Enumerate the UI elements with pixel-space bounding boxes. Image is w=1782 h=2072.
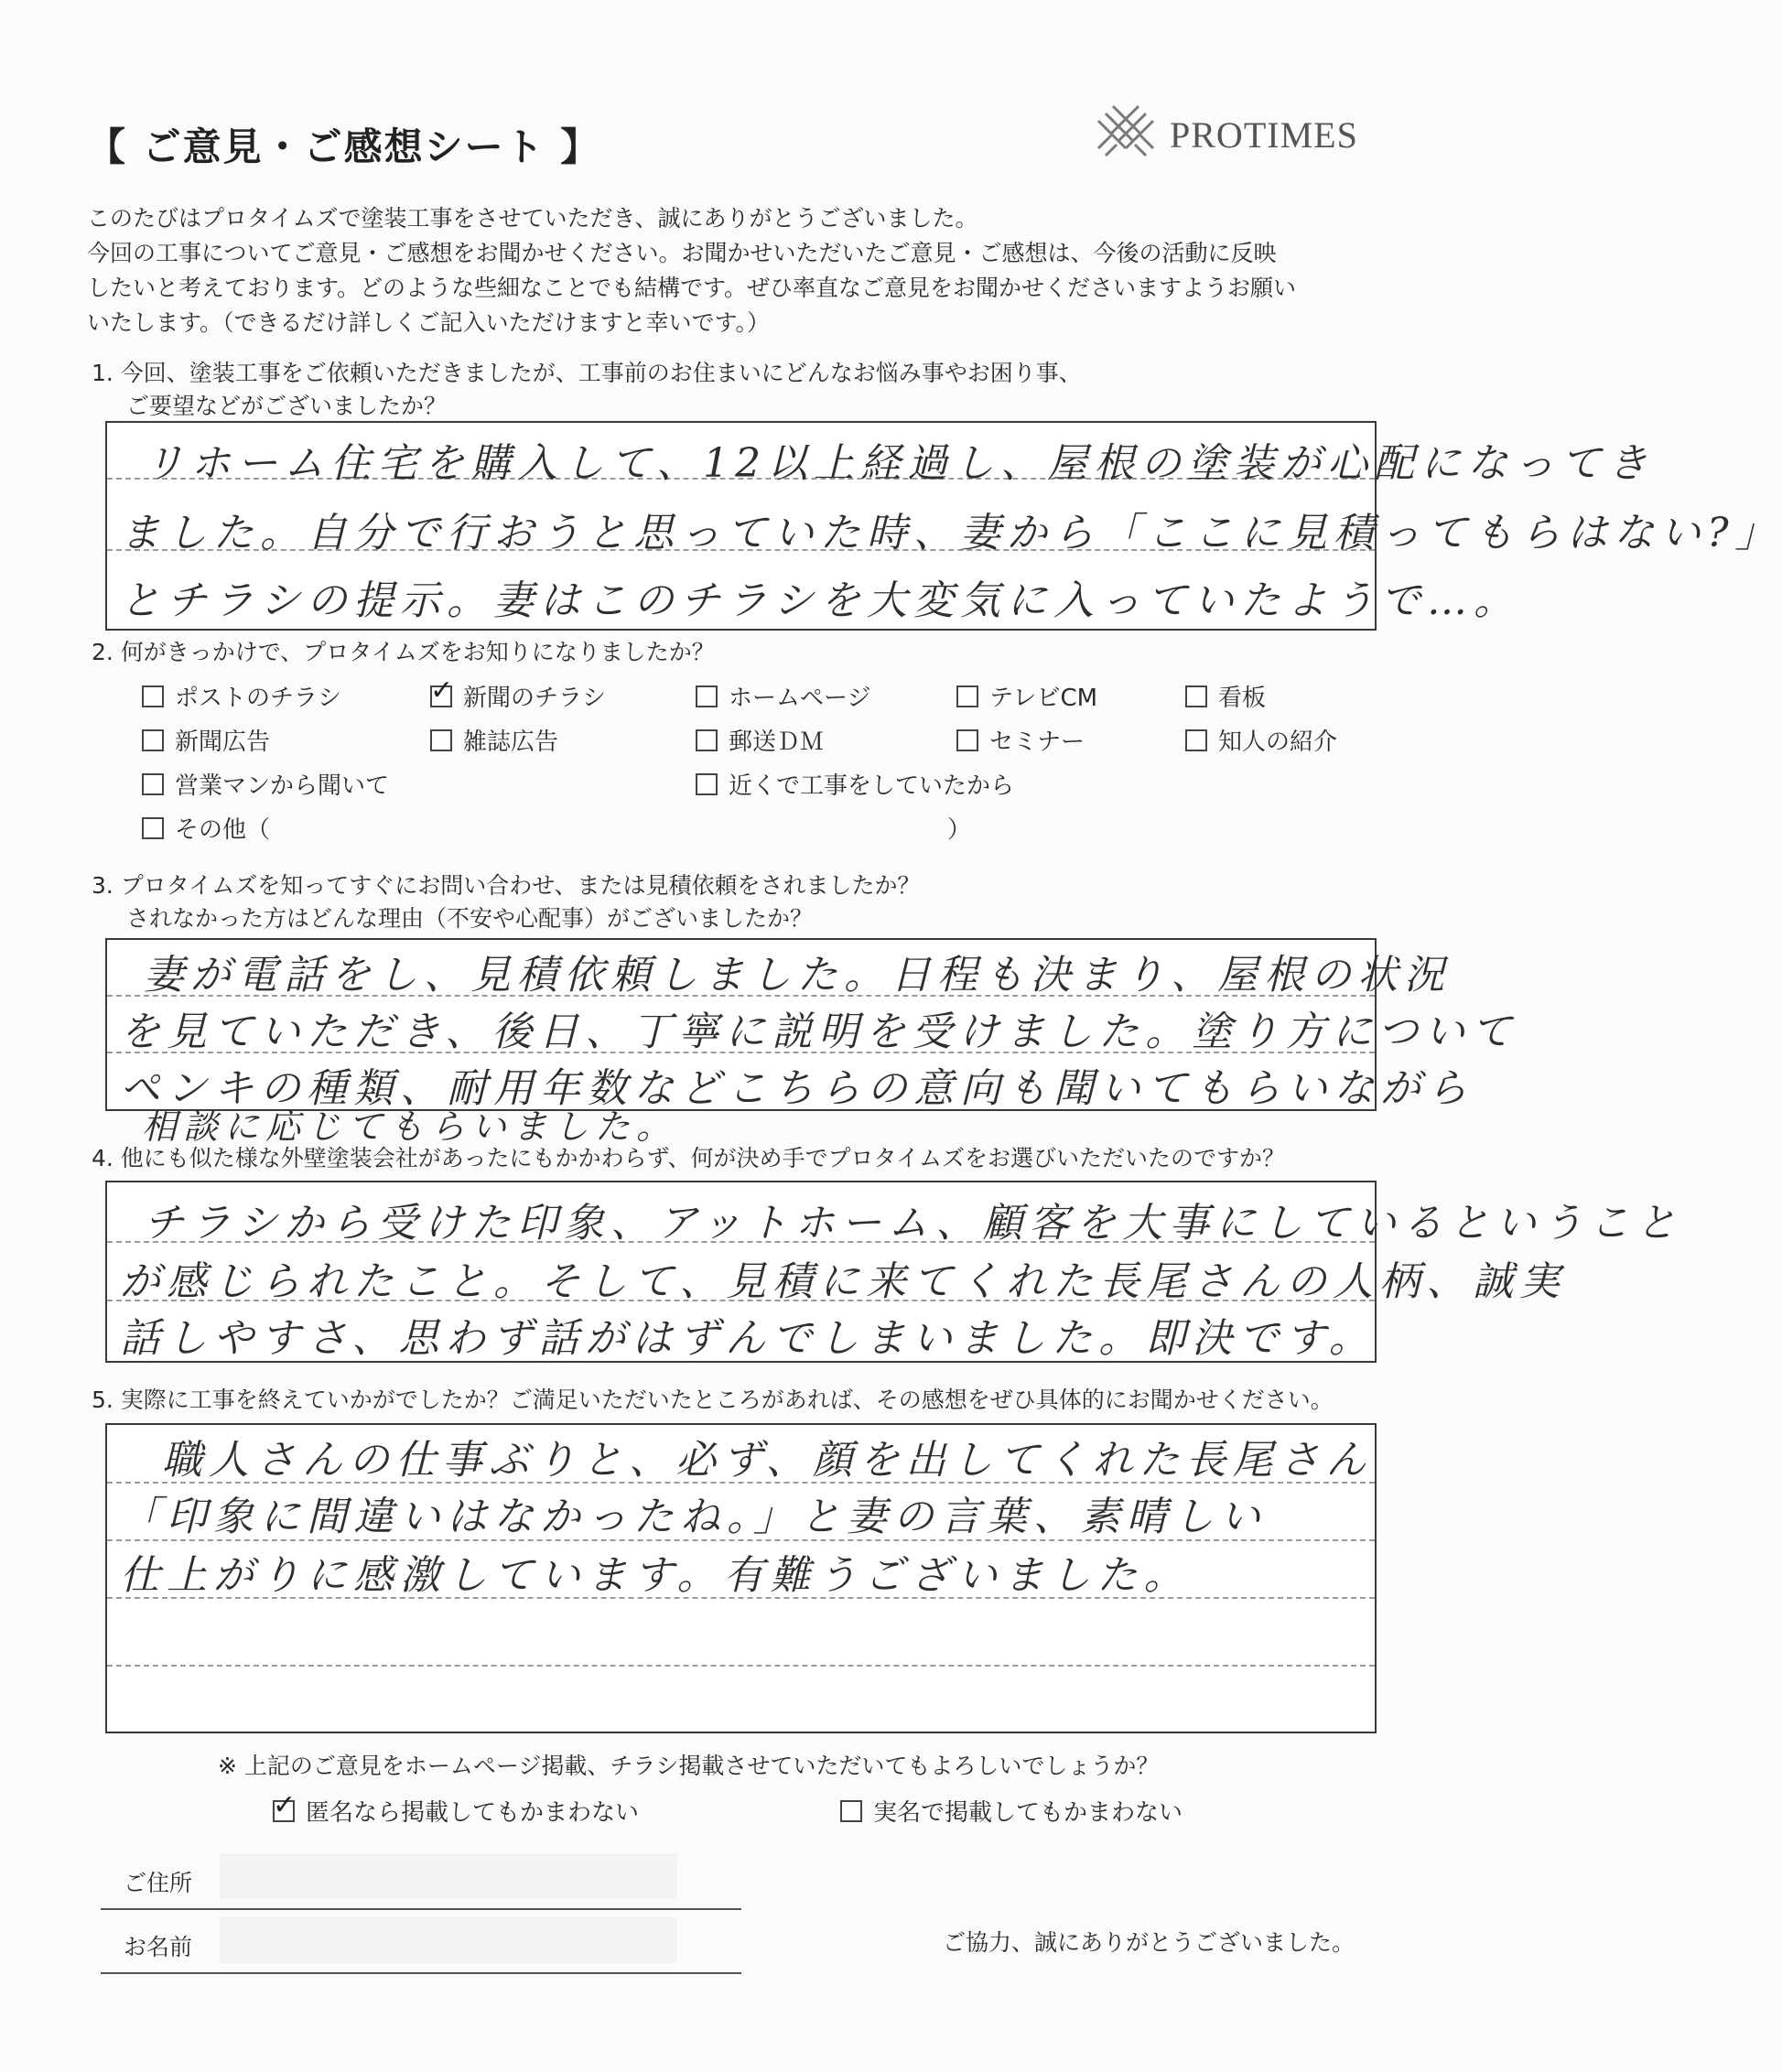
option-newspaper-flyer[interactable]	[430, 679, 606, 713]
checkbox[interactable]	[142, 685, 164, 707]
option-acquaintance[interactable]	[1185, 723, 1337, 757]
brand-name: PROTIMES	[1170, 113, 1358, 156]
checkbox[interactable]	[956, 685, 978, 707]
option-other-close: ）	[947, 816, 972, 844]
intro-line: このたびはプロタイムズで塗装工事をさせていただき、誠にありがとうございました。	[87, 205, 978, 232]
answer-4-line: 話しやすさ、思わず話がはずんでしまいました。即決です。	[120, 1315, 1376, 1362]
address-label: ご住所	[124, 1870, 193, 1896]
option-label: ポストのチラシ	[175, 685, 342, 712]
name-label: お名前	[124, 1934, 193, 1960]
option-mail-dm[interactable]	[696, 723, 824, 757]
answer-3-line: 相談に応じてもらいました。	[142, 1106, 678, 1147]
answer-box-3[interactable]	[105, 938, 1518, 1112]
option-label: 新聞広告	[175, 728, 271, 756]
checkbox[interactable]	[840, 1800, 862, 1822]
answer-5-line: 職人さんの仕事ぶりと、必ず、顔を出してくれた長尾さん	[162, 1437, 1373, 1484]
option-label: セミナー	[989, 728, 1085, 756]
checkbox[interactable]	[1185, 685, 1207, 707]
answer-1-line: ました。自分で行おうと思っていた時、妻から「ここに見積ってもらはない?」	[120, 510, 1782, 556]
option-salesman[interactable]	[142, 767, 389, 801]
option-label: 郵送ＤＭ	[729, 728, 825, 756]
option-label: 匿名なら掲載してもかまわない	[306, 1799, 640, 1827]
question-1-line2: ご要望などがございましたか？	[126, 393, 448, 419]
question-1	[92, 357, 1082, 423]
option-label: 雑誌広告	[463, 728, 559, 756]
option-homepage[interactable]	[696, 679, 870, 713]
answer-3-line: ペンキの種類、耐用年数などこちらの意向も聞いてもらいながら	[120, 1065, 1474, 1112]
option-label: テレビCM	[989, 685, 1098, 712]
checkbox-checked[interactable]	[273, 1800, 295, 1822]
question-1-line1: 1. 今回、塗装工事をご依頼いただきましたが、工事前のお住まいにどんなお悩み事やお困り事、	[92, 360, 1082, 386]
answer-3-line: を見ていただき、後日、丁寧に説明を受けました。塗り方について	[120, 1009, 1518, 1055]
answer-box-1[interactable]	[105, 421, 1782, 631]
option-newspaper-ad[interactable]	[142, 723, 270, 757]
option-label: 新聞のチラシ	[463, 685, 607, 712]
checkbox[interactable]	[696, 685, 718, 707]
name-underline	[101, 1972, 741, 1974]
answer-5-line: 仕上がりに感激しています。有難うございました。	[120, 1552, 1191, 1599]
option-other[interactable]	[142, 811, 270, 845]
option-label: 看板	[1218, 685, 1267, 712]
answer-4-line: チラシから受けた印象、アットホーム、顧客を大事にしているということ	[144, 1200, 1683, 1246]
question-4: 4. 他にも似た様な外壁塗装会社があったにもかかわらず、何が決め手でプロタイムズをお選びいただいたのですか？	[92, 1145, 1286, 1171]
option-label: 知人の紹介	[1218, 728, 1338, 756]
name-field-redacted	[220, 1917, 677, 1963]
thanks-text: ご協力、誠にありがとうございました。	[943, 1929, 1355, 1956]
answer-box-4[interactable]	[105, 1181, 1683, 1363]
question-2: 2. 何がきっかけで、プロタイムズをお知りになりましたか？	[92, 639, 715, 665]
question-3	[92, 869, 921, 935]
option-label: ホームページ	[729, 685, 871, 712]
page-title: 【 ご意見・ご感想シート 】	[87, 124, 601, 169]
checkbox[interactable]	[696, 773, 718, 795]
checkbox-checked[interactable]	[430, 685, 452, 707]
intro-line: したいと考えております。どのような些細なことでも結構です。ぜひ率直なご意見をお聞かせくださいますようお願い	[87, 275, 1297, 301]
option-anonymous[interactable]	[273, 1794, 639, 1828]
question-3-line1: 3. プロタイムズを知ってすぐにお問い合わせ、または見積依頼をされましたか？	[92, 872, 921, 899]
answer-box-5[interactable]	[105, 1423, 1377, 1733]
option-post-flyer[interactable]	[142, 679, 341, 713]
answer-1-line: リホーム住宅を購入して、12以上経過し、屋根の塗装が心配になってき	[144, 440, 1655, 487]
checkbox[interactable]	[430, 729, 452, 751]
option-label: 営業マンから聞いて	[175, 772, 390, 800]
intro-text	[87, 201, 1387, 340]
checkbox[interactable]	[956, 729, 978, 751]
option-label: その他（	[175, 816, 271, 844]
publish-note: ※ 上記のご意見をホームページ掲載、チラシ掲載させていただいてもよろしいでしょうか？	[218, 1753, 1160, 1779]
address-underline	[101, 1908, 741, 1910]
address-field-redacted	[220, 1853, 677, 1899]
option-nearby-work[interactable]	[696, 767, 1014, 801]
intro-line: いたします。（できるだけ詳しくご記入いただけますと幸いです。）	[87, 309, 771, 336]
answer-5-line: 「印象に間違いはなかったね。」と妻の言葉、素晴しい	[120, 1494, 1267, 1540]
option-magazine-ad[interactable]	[430, 723, 558, 757]
answer-4-line: が感じられたこと。そして、見積に来てくれた長尾さんの人柄、誠実	[120, 1258, 1567, 1305]
answer-3-line: 妻が電話をし、見積依頼しました。日程も決まり、屋根の状況	[144, 952, 1451, 998]
intro-line: 今回の工事についてご意見・ご感想をお聞かせください。お聞かせいただいたご意見・ご感想は、今後の活動に反映	[87, 240, 1277, 266]
logo	[1089, 103, 1358, 167]
checkbox[interactable]	[142, 817, 164, 839]
question-3-line2: されなかった方はどんな理由（不安や心配事）がございましたか？	[126, 905, 814, 932]
checkbox[interactable]	[142, 773, 164, 795]
checkbox[interactable]	[1185, 729, 1207, 751]
checkbox[interactable]	[142, 729, 164, 751]
option-label: 近くで工事をしていたから	[729, 772, 1015, 800]
question-5: 5. 実際に工事を終えていかがでしたか？ご満足いただいたところがあれば、その感想をぜひ具体的にお聞かせください。	[92, 1387, 1334, 1413]
protimes-logo-icon	[1089, 103, 1162, 167]
option-signboard[interactable]	[1185, 679, 1266, 713]
option-realname[interactable]	[840, 1794, 1183, 1828]
checkbox[interactable]	[696, 729, 718, 751]
option-seminar[interactable]	[956, 723, 1085, 757]
option-tv-cm[interactable]	[956, 679, 1097, 713]
answer-1-line: とチラシの提示。妻はこのチラシを大変気に入っていたようで…。	[120, 577, 1520, 624]
option-label: 実名で掲載してもかまわない	[873, 1799, 1183, 1827]
